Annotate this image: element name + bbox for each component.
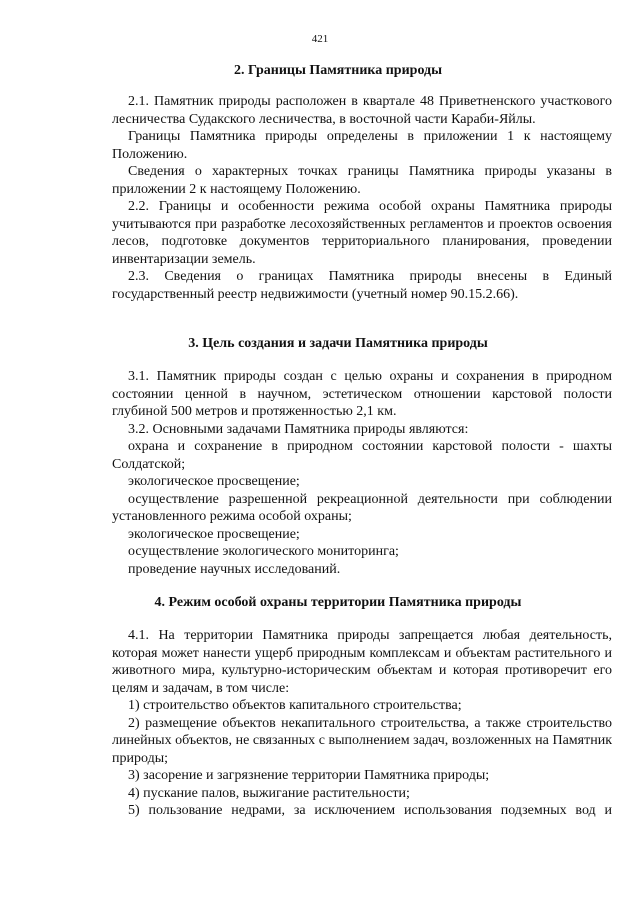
paragraph-4-1: 4.1. На территории Памятника природы запрещается любая деятельность, которая может нанести ущерб природным комплексам и объектам растительного и животного мира, культурно-историческим объектам и которая противоречит его целям и задачам, в том числе: xyxy=(112,628,612,696)
task-item: экологическое просвещение; xyxy=(128,526,300,542)
page-number: 421 xyxy=(311,33,329,45)
paragraph-2-1: 2.1. Памятник природы расположен в квартале 48 Приветненского участкового лесничества Судакского лесничества, в восточной части Караби-Яйлы. xyxy=(112,94,612,127)
prohibition-item: 3) засорение и загрязнение территории Памятника природы; xyxy=(128,768,490,783)
paragraph-2-2: 2.2. Границы и особенности режима особой охраны Памятника природы учитываются при разработке лесохозяйственных регламентов и проектов освоения лесов, подготовке документов территориального планирования, проведении инвентаризации земель. xyxy=(112,199,612,267)
paragraph-2-3: 2.3. Сведения о границах Памятника природы внесены в Единый государственный реестр недвижимости (учетный номер 90.15.2.66). xyxy=(112,269,612,302)
paragraph-3-1: 3.1. Памятник природы создан с целью охраны и сохранения в природном состоянии ценной в научном, эстетическом отношении карстовой полости глубиной 500 метров и протяженностью 2,1 км. xyxy=(112,369,612,419)
prohibition-item: 2) размещение объектов некапитального строительства, а также строительство линейных объектов, не связанных с выполнением задач, возложенных на Памятник природы; xyxy=(112,715,612,766)
paragraph-2-1-points: Сведения о характерных точках границы Памятника природы указаны в приложении 2 к настоящему Положению. xyxy=(112,164,612,197)
section-2-heading: 2. Границы Памятника природы xyxy=(233,63,443,78)
prohibition-item: 4) пускание палов, выжигание растительности; xyxy=(128,785,410,801)
paragraph-3-2: 3.2. Основными задачами Памятника природы являются: xyxy=(128,421,469,437)
task-item: охрана и сохранение в природном состоянии карстовой полости - шахты Солдатской; xyxy=(112,439,612,472)
section-3-body xyxy=(112,368,612,578)
paragraph-2-1-borders: Границы Памятника природы определены в приложении 1 к настоящему Положению. xyxy=(112,129,612,162)
prohibition-item: 1) строительство объектов капитального строительства; xyxy=(128,698,462,713)
task-item: осуществление разрешенной рекреационной деятельности при соблюдении установленного режима особой охраны; xyxy=(112,491,612,524)
section-4-heading: 4. Режим особой охраны территории Памятника природы xyxy=(154,595,522,610)
task-item: экологическое просвещение; xyxy=(128,474,300,489)
section-3-heading: 3. Цель создания и задачи Памятника природы xyxy=(188,336,488,351)
prohibition-item: 5) пользование недрами, за исключением использования подземных вод и xyxy=(128,803,612,818)
task-item: осуществление экологического мониторинга; xyxy=(128,544,399,559)
section-2-body xyxy=(112,93,612,303)
section-4-body xyxy=(112,627,612,820)
task-item: проведение научных исследований. xyxy=(128,561,341,577)
